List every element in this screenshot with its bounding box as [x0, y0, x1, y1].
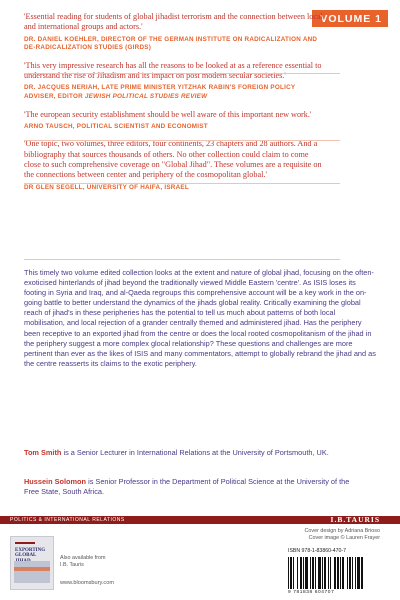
- barcode: [288, 557, 380, 589]
- review-attribution: ARNO TAUSCH, POLITICAL SCIENTIST AND ECONOMIST: [24, 122, 208, 130]
- author-name: Hussein Solomon: [24, 477, 87, 486]
- also-available-line1: Also available from: [60, 555, 106, 561]
- review-attribution: DR. DANIEL KOEHLER, DIRECTOR OF THE GERMAN INSTITUTE ON RADICALIZATION AND DE-RADICALIZATION STUDIES (GIRDS): [24, 35, 318, 52]
- publisher-logo: I.B.TAURIS: [330, 515, 380, 524]
- review-4: [24, 139, 324, 192]
- review-quote: 'Essential reading for students of global jihadist terrorism and the connection between local and international groups and actors.': [24, 12, 323, 32]
- review-quote: 'One topic, two volumes, three editors, four continents, 23 chapters and 28 authors. And a bibliography that sources thousands of others. No other collection could claim to come close to such comprehensive coverage on "Global Jihad". These volumes are a requisite on the connections between center and periphery of the cosmopolitan global.': [24, 139, 322, 180]
- volume-badge: VOLUME 1: [312, 10, 388, 27]
- review-attribution: DR GLEN SEGELL, UNIVERSITY OF HAIFA, ISRAEL: [24, 183, 189, 191]
- divider: [24, 140, 340, 141]
- also-available: [60, 555, 106, 568]
- author-bio-text: is Senior Professor in the Department of Political Science at the University of the Free State, South Africa.: [24, 477, 350, 497]
- author-name: Tom Smith: [24, 448, 62, 457]
- review-quote: 'The european security establishment should be well aware of this important new work.': [24, 109, 312, 119]
- companion-volume-thumbnail: [10, 536, 54, 590]
- review-1: [24, 12, 324, 53]
- image-credit: Cover image © Lauren Frayer: [308, 534, 380, 541]
- thumbnail-title: EXPORTING GLOBAL: [15, 548, 46, 559]
- barcode-digits: 9 781838 604707: [288, 590, 335, 595]
- attribution-text: DR. JACQUES NERIAH, LATE PRIME MINISTER YITZHAK RABIN'S FOREIGN POLICY ADVISER, EDITOR: [24, 84, 296, 100]
- author-bio-2: [24, 477, 354, 497]
- subject-category: POLITICS & INTERNATIONAL RELATIONS: [10, 517, 125, 523]
- divider: [24, 73, 340, 74]
- isbn: ISBN 978-1-83860-470-7: [288, 548, 346, 554]
- publisher-website: www.bloomsbury.com: [60, 580, 114, 586]
- divider: [24, 183, 340, 184]
- review-3: [24, 110, 324, 132]
- cover-credits: [304, 528, 380, 541]
- divider: [24, 259, 340, 260]
- review-quote: 'This very impressive research has all the reasons to be looked at as a reference essential to understand the rise of Jihadism and its impact on post modern secular societies.': [24, 60, 322, 81]
- author-bio-1: [24, 448, 354, 458]
- also-available-line2: I.B. Tauris: [60, 561, 84, 568]
- book-description: This timely two volume edited collection looks at the extent and nature of global jihad, focusing on the often-exoticised hinterlands of jihad beyond the traditionally viewed Middle Eastern 'centre'. As ISIS loses its footing in Syria and Iraq, and al-Qaeda regroups this comprehensive account will be a key work in the on-going battle to better understand the dynamics of the jihads global reality. Critically examining the global reach of jihad's in these peripheries has the potential to tell us much about patterns of both local mobilisation, and local rejection of a grander centrally themed and administered jihad. Has the periphery been receptive to an exported jihad from the centre or does the local rooted cosmopolitanism of the jihad in the periphery suggest a more complex glocal relationship? These questions and challenges are more pertinent than ever as the likes of ISIS and many commentators, attempt to globally rebrand the jihad and as the centre reasserts its claims to the exotic periphery.: [24, 268, 376, 368]
- reviews: [24, 12, 324, 200]
- journal-title: JEWISH POLITICAL STUDIES REVIEW: [84, 92, 208, 100]
- review-attribution: [24, 84, 324, 101]
- design-credit: Cover design by Adriana Brioso: [304, 528, 380, 534]
- review-2: [24, 61, 324, 102]
- author-bio-text: is a Senior Lecturer in International Relations at the University of Portsmouth, UK.: [61, 448, 329, 457]
